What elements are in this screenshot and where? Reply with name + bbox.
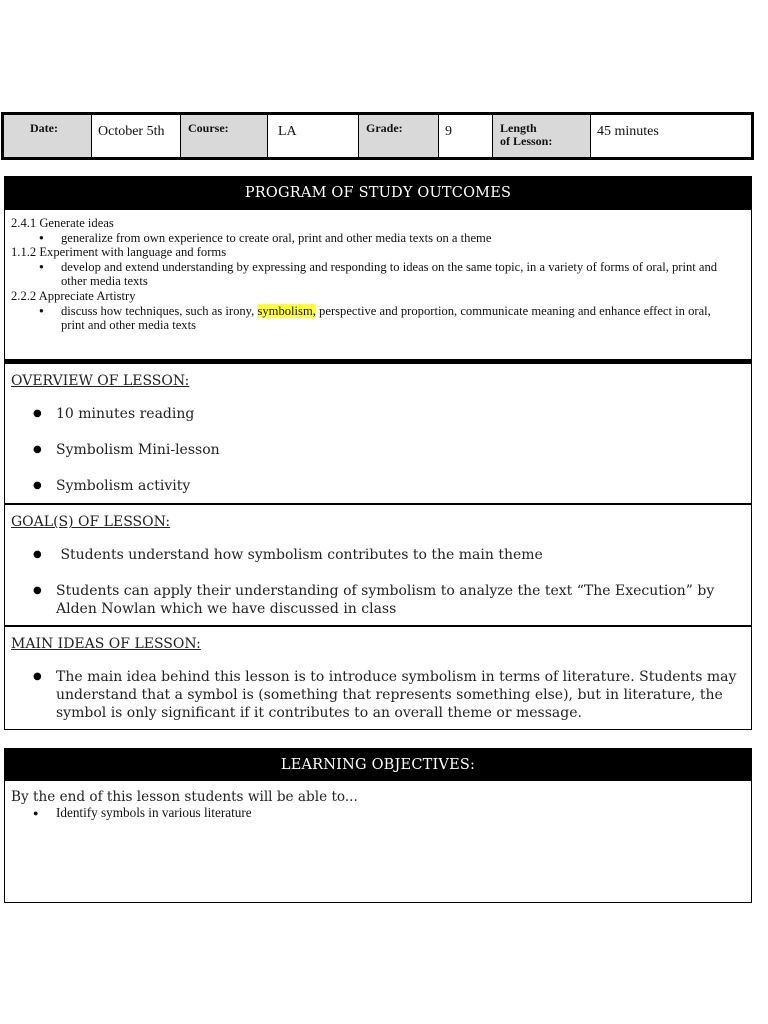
outcome-bullet: ● develop and extend understanding by expressing and responding to ideas on the same topic, in a variety of forms of oral, print and other media texts: [61, 260, 751, 289]
goals-list: [5, 546, 751, 618]
main-ideas-section: [4, 626, 752, 730]
outcome-list: [11, 231, 751, 246]
outcome-heading: 1.1.2 Experiment with language and forms: [11, 245, 227, 260]
list-item: ● 10 minutes reading: [56, 405, 751, 423]
length-label-line1: Length: [500, 121, 537, 135]
main-ideas-list: [5, 668, 751, 722]
goals-title: GOAL(S) OF LESSON:: [11, 514, 171, 530]
length-label-line2: of Lesson:: [500, 134, 553, 148]
main-ideas-title: MAIN IDEAS OF LESSON:: [11, 636, 201, 652]
outcome-list: [11, 304, 751, 333]
program-of-study-title: PROGRAM OF STUDY OUTCOMES: [5, 177, 751, 210]
length-value: 45 minutes: [597, 124, 659, 139]
course-value: LA: [268, 115, 359, 157]
list-item: ● Symbolism activity: [56, 477, 751, 495]
learning-objectives-intro: By the end of this lesson students will be able to...: [11, 789, 358, 805]
overview-list: [5, 405, 751, 495]
list-item: ● The main idea behind this lesson is to introduce symbolism in terms of literature. Students may understand that a symbol is (something that represents something else), but in literature, the symbol is only significant if it contributes to an overall theme or message.: [56, 668, 743, 722]
date-value: October 5th: [92, 115, 181, 157]
learning-objectives-section: [4, 748, 752, 903]
learning-objectives-title: LEARNING OBJECTIVES:: [5, 749, 751, 781]
list-item: ● Symbolism Mini-lesson: [56, 441, 751, 459]
outcome-list: [11, 260, 751, 289]
highlighted-term: symbolism,: [257, 303, 316, 318]
outcome-text-before: discuss how techniques, such as irony,: [61, 303, 258, 318]
overview-section: [4, 364, 752, 504]
program-of-study-section: [4, 176, 752, 364]
overview-title: OVERVIEW OF LESSON:: [11, 373, 190, 389]
length-label: [493, 115, 591, 157]
date-label: Date:: [4, 115, 92, 157]
list-item: ● Identify symbols in various literature: [56, 805, 751, 821]
outcome-bullet: ● generalize from own experience to create oral, print and other media texts on a theme: [61, 231, 751, 246]
grade-label: Grade:: [359, 115, 439, 157]
outcome-text-after: perspective and proportion, communicate meaning and enhance effect in oral, print and other media texts: [61, 303, 711, 333]
list-item: ● Students understand how symbolism contributes to the main theme: [56, 546, 731, 564]
list-item: ● Students can apply their understanding of symbolism to analyze the text “The Execution” by Alden Nowlan which we have discussed in class: [56, 582, 731, 618]
outcome-heading: 2.2.2 Appreciate Artistry: [11, 288, 136, 303]
learning-objectives-list: [5, 805, 751, 821]
outcome-heading: 2.4.1 Generate ideas: [11, 216, 114, 230]
grade-value: 9: [439, 115, 493, 157]
outcome-bullet: [61, 304, 751, 333]
goals-section: [4, 504, 752, 626]
lesson-info-table: [1, 112, 754, 160]
course-label: Course:: [181, 115, 268, 157]
program-outcomes: [5, 210, 751, 333]
